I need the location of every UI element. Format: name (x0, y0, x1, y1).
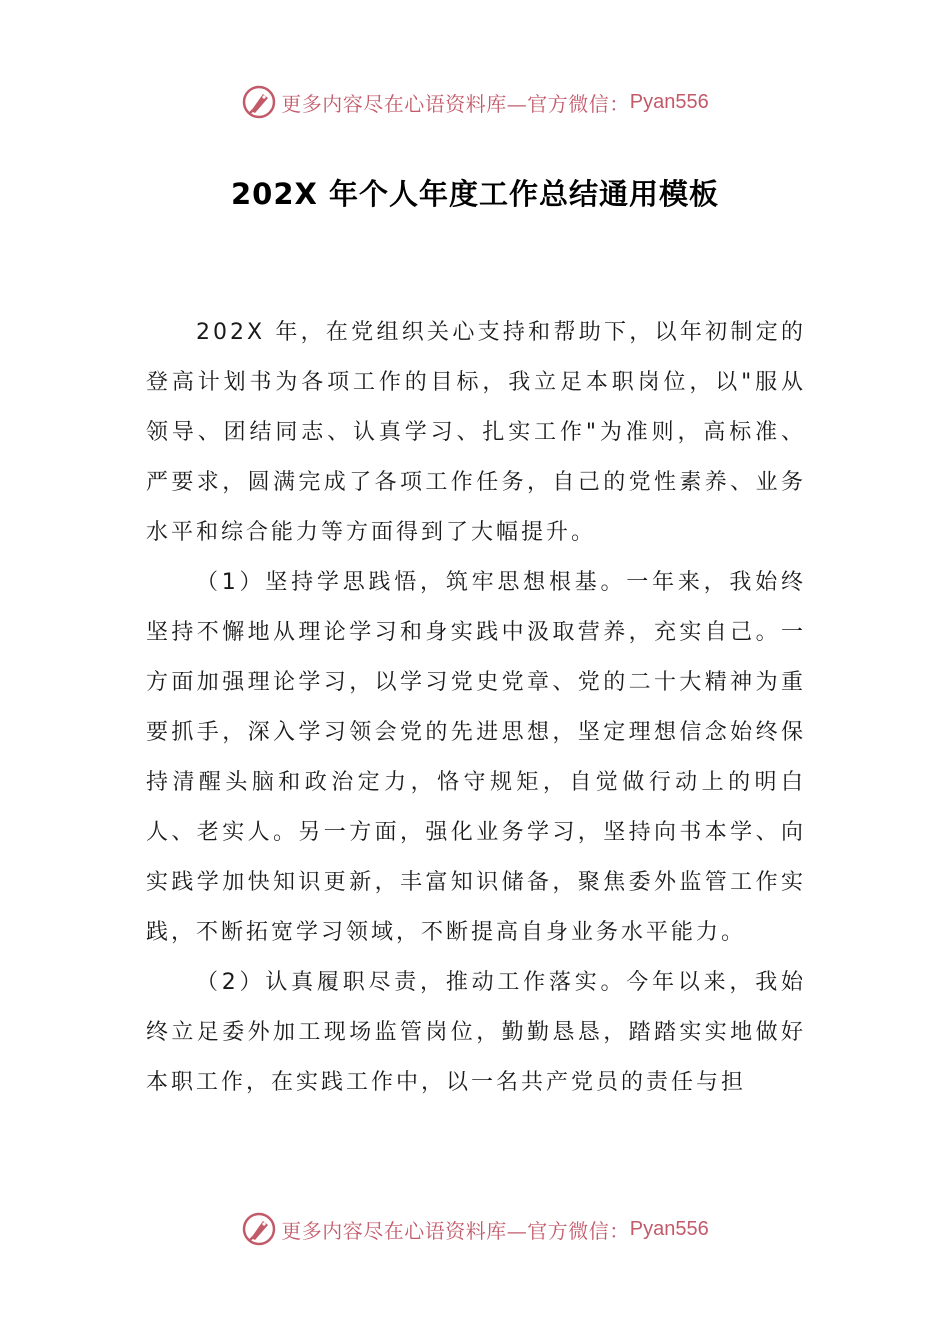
watermark-wechat-id: Pyan556 (629, 90, 709, 113)
pen-nib-logo-icon (241, 1211, 277, 1247)
watermark-wechat-id: Pyan556 (629, 1217, 709, 1240)
paragraph-section-1: （1）坚持学思践悟，筑牢思想根基。一年来，我始终坚持不懈地从理论学习和身实践中汲取营养，充实自己。一方面加强理论学习，以学习党史党章、党的二十大精神为重要抓手，深入学习领会党的先进思想，坚定理想信念始终保持清醒头脑和政治定力，恪守规矩，自觉做行动上的明白人、老实人。另一方面，强化业务学习，坚持向书本学、向实践学加快知识更新，丰富知识储备，聚焦委外监管工作实践，不断拓宽学习领域，不断提高自身业务水平能力。 (146, 570, 806, 945)
paragraph-intro: 202X 年，在党组织关心支持和帮助下，以年初制定的登高计划书为各项工作的目标，我立足本职岗位，以"服从领导、团结同志、认真学习、扎实工作"为准则，高标准、严要求，圆满完成了各项工作任务，自己的党性素养、业务水平和综合能力等方面得到了大幅提升。 (146, 320, 806, 545)
header-watermark-banner (0, 82, 950, 122)
paragraph-section-2: （2）认真履职尽责，推动工作落实。今年以来，我始终立足委外加工现场监管岗位，勤勤恳恳，踏踏实实地做好本职工作，在实践工作中，以一名共产党员的责任与担 (146, 970, 806, 1095)
footer-watermark-banner (0, 1209, 950, 1249)
document-title: 202X 年个人年度工作总结通用模板 (231, 177, 719, 211)
document-body (146, 308, 806, 1108)
watermark-text: 更多内容尽在心语资料库—官方微信： (281, 91, 630, 116)
watermark-text: 更多内容尽在心语资料库—官方微信： (281, 1218, 630, 1243)
pen-nib-logo-icon (241, 84, 277, 120)
